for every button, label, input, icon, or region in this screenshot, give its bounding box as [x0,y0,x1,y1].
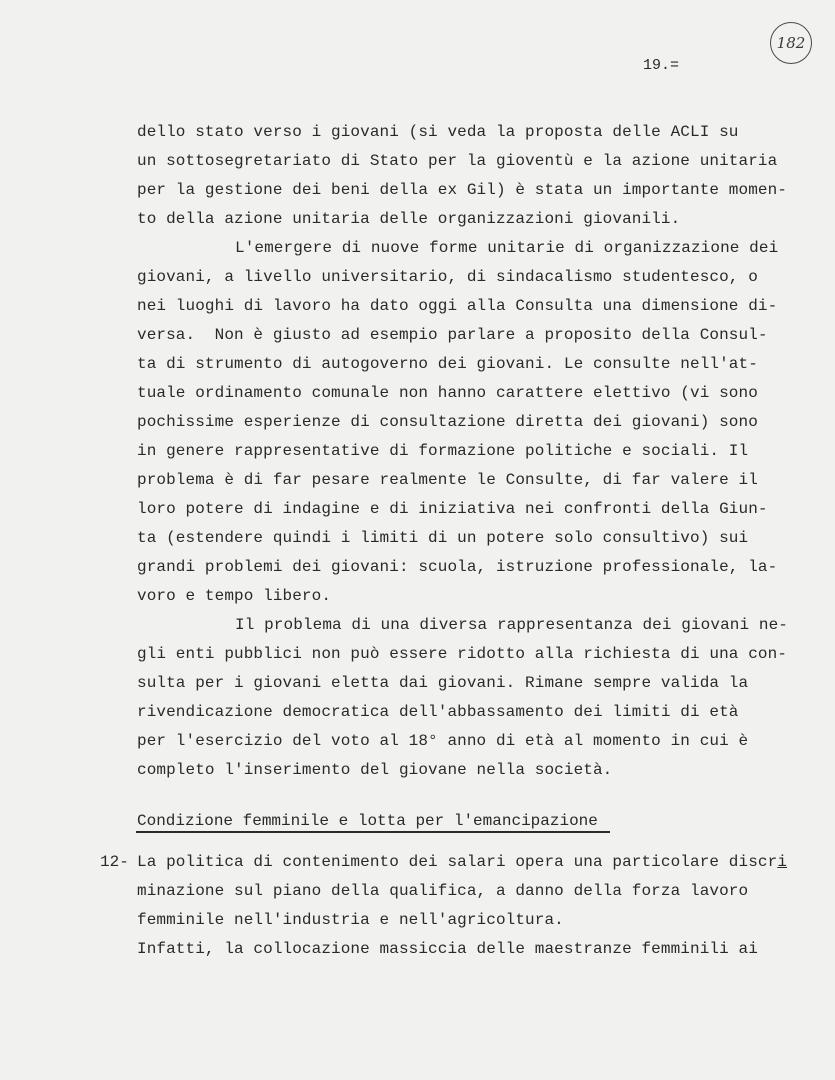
text-line: tuale ordinamento comunale non hanno carattere elettivo (vi sono [137,384,758,402]
text-line: in genere rappresentative di formazione politiche e sociali. Il [137,442,749,460]
text-line: problema è di far pesare realmente le Consulte, di far valere il [137,471,758,489]
text-line: minazione sul piano della qualifica, a danno della forza lavoro [137,882,749,900]
archive-stamp: 182 [770,22,812,64]
text-line: ta (estendere quindi i limiti di un potere solo consultivo) sui [137,529,749,547]
text-line: La politica di contenimento dei salari opera una particolare discri [137,853,788,871]
heading-underline [136,831,610,833]
text-line: L'emergere di nuove forme unitarie di organizzazione dei [235,239,779,257]
text-line: un sottosegretariato di Stato per la gioventù e la azione unitaria [137,152,778,170]
text-line: voro e tempo libero. [137,587,332,605]
text-line: loro potere di indagine e di iniziativa nei confronti della Giun- [137,500,768,518]
text-line: rivendicazione democratica dell'abbassamento dei limiti di età [137,703,739,721]
text-line: completo l'inserimento del giovane nella società. [137,761,613,779]
section-number: 12- [100,853,129,871]
text-line: sulta per i giovani eletta dai giovani. Rimane sempre valida la [137,674,749,692]
text-line: ta di strumento di autogoverno dei giovani. Le consulte nell'at- [137,355,758,373]
text-line: Infatti, la collocazione massiccia delle maestranze femminili ai [137,940,758,958]
text-line: nei luoghi di lavoro ha dato oggi alla Consulta una dimensione di- [137,297,778,315]
text-line: grandi problemi dei giovani: scuola, istruzione professionale, la- [137,558,778,576]
text-line: Il problema di una diversa rappresentanza dei giovani ne- [235,616,788,634]
text-line: gli enti pubblici non può essere ridotto alla richiesta di una con- [137,645,788,663]
text-line: per l'esercizio del voto al 18° anno di età al momento in cui è [137,732,749,750]
text-line: femminile nell'industria e nell'agricoltura. [137,911,564,929]
text-line: dello stato verso i giovani (si veda la proposta delle ACLI su [137,123,739,141]
text-line: versa. Non è giusto ad esempio parlare a proposito della Consul- [137,326,768,344]
text-line: pochissime esperienze di consultazione diretta dei giovani) sono [137,413,758,431]
text-line: per la gestione dei beni della ex Gil) è stata un importante momen- [137,181,788,199]
section-heading: Condizione femminile e lotta per l'emancipazione [137,812,598,830]
page-number: 19.= [643,57,680,74]
text-line: to della azione unitaria delle organizzazioni giovanili. [137,210,681,228]
text-line: giovani, a livello universitario, di sindacalismo studentesco, o [137,268,758,286]
